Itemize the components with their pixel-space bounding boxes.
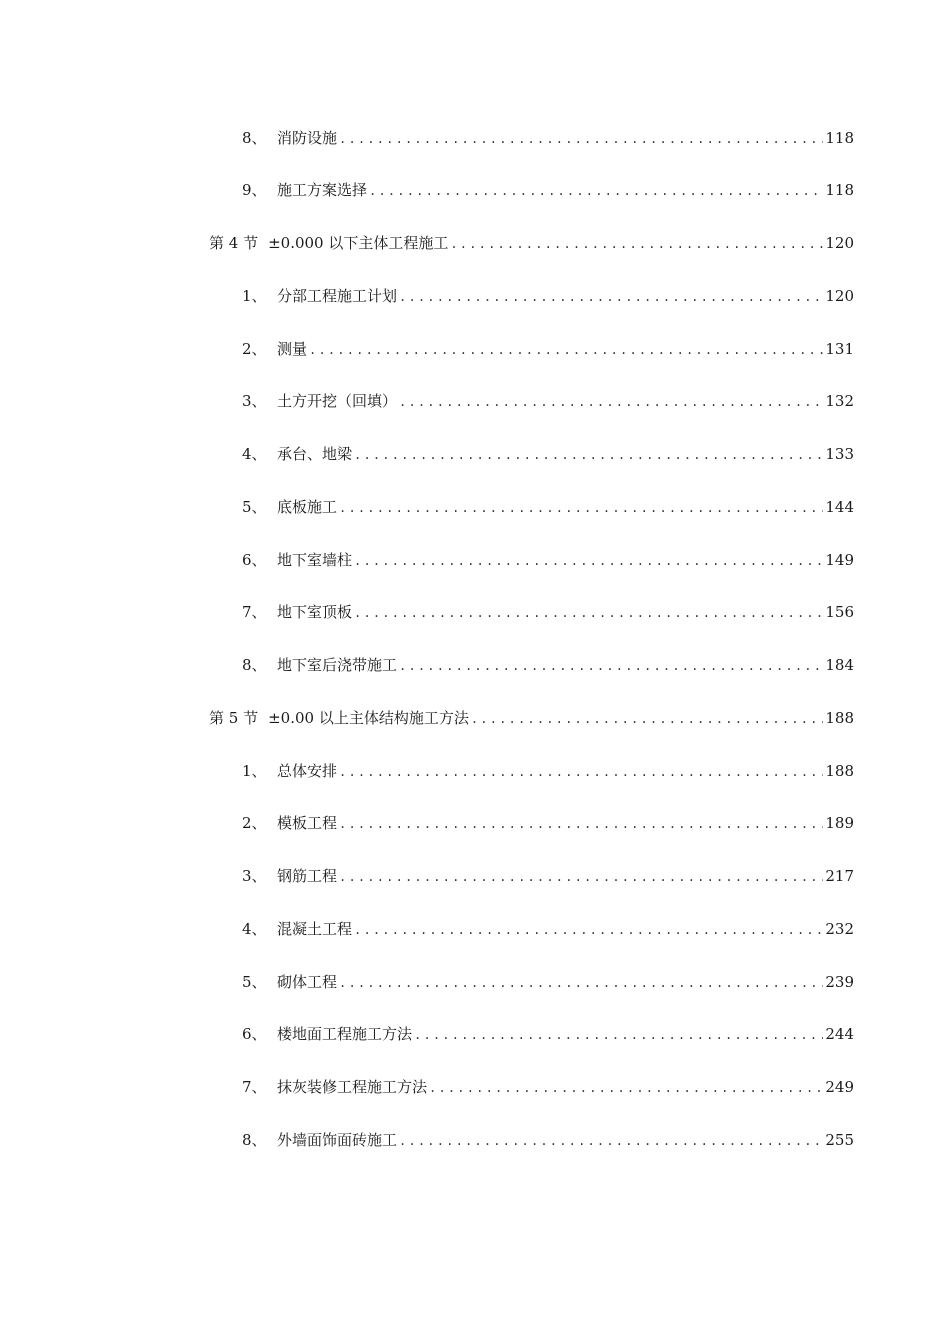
toc-entry-number: 3、 — [242, 392, 267, 410]
dot-leader — [339, 496, 823, 520]
dot-leader — [309, 338, 823, 362]
toc-entry-page: 249 — [825, 1078, 854, 1096]
toc-entry-title: 承台、地梁 — [277, 445, 353, 463]
toc-entry-title: 楼地面工程施工方法 — [277, 1025, 413, 1043]
toc-entry-page: 244 — [825, 1025, 854, 1043]
toc-entry-title: 土方开挖（回填） — [277, 392, 398, 410]
toc-entry-number: 2、 — [242, 340, 267, 358]
toc-entry-concrete[interactable] — [242, 917, 854, 941]
toc-entry-number: 6、 — [242, 551, 267, 569]
dot-leader — [399, 390, 823, 414]
toc-entry-number: 4、 — [242, 445, 267, 463]
toc-entry-title: 抹灰装修工程施工方法 — [277, 1078, 428, 1096]
toc-entry-number: 7、 — [242, 1078, 267, 1096]
toc-entry-overall-arrangement[interactable] — [242, 759, 854, 783]
toc-entry-number: 7、 — [242, 603, 267, 621]
dot-leader — [339, 865, 823, 889]
toc-entry-page: 239 — [825, 973, 854, 991]
dot-leader — [471, 707, 824, 731]
toc-entry-page: 255 — [825, 1131, 854, 1149]
toc-entry-title: 地下室后浇带施工 — [277, 656, 398, 674]
toc-entry-page: 132 — [825, 392, 854, 410]
toc-section-4[interactable] — [209, 231, 854, 255]
toc-entry-page: 184 — [825, 656, 854, 674]
toc-entry-page: 149 — [825, 551, 854, 569]
toc-entry-page: 118 — [825, 129, 854, 147]
toc-entry-title: 砌体工程 — [277, 973, 338, 991]
dot-leader — [354, 918, 823, 942]
toc-entry-title: 钢筋工程 — [277, 867, 338, 885]
toc-entry-exterior-tile[interactable] — [242, 1128, 854, 1152]
toc-entry-construction-plan[interactable] — [242, 178, 854, 202]
toc-entry-number: 2、 — [242, 814, 267, 832]
dot-leader — [354, 443, 823, 467]
toc-entry-number: 5、 — [242, 973, 267, 991]
toc-entry-page: 156 — [825, 603, 854, 621]
dot-leader — [399, 285, 823, 309]
toc-entry-plastering[interactable] — [242, 1075, 854, 1099]
toc-entry-number: 1、 — [242, 762, 267, 780]
toc-section-title: ±0.000 以下主体工程施工 — [268, 234, 449, 252]
dot-leader — [354, 601, 823, 625]
toc-entry-masonry[interactable] — [242, 970, 854, 994]
toc-entry-flooring[interactable] — [242, 1022, 854, 1046]
toc-entry-formwork[interactable] — [242, 811, 854, 835]
toc-entry-page: 189 — [825, 814, 854, 832]
toc-entry-survey[interactable] — [242, 337, 854, 361]
toc-entry-number: 8、 — [242, 656, 267, 674]
toc-entry-number: 1、 — [242, 287, 267, 305]
toc-section-title: ±0.00 以上主体结构施工方法 — [268, 709, 469, 727]
toc-section-5[interactable] — [209, 706, 854, 730]
toc-entry-number: 8、 — [242, 1131, 267, 1149]
toc-section-label: 第 4 节 — [209, 234, 259, 252]
dot-leader — [369, 179, 823, 203]
toc-entry-basement-roof[interactable] — [242, 600, 854, 624]
toc-entry-fire-facilities[interactable] — [242, 126, 854, 150]
toc-entry-base-slab[interactable] — [242, 495, 854, 519]
toc-entry-number: 6、 — [242, 1025, 267, 1043]
toc-entry-number: 8、 — [242, 129, 267, 147]
toc-entry-page: 144 — [825, 498, 854, 516]
dot-leader — [339, 971, 823, 995]
toc-entry-title: 分部工程施工计划 — [277, 287, 398, 305]
toc-entry-page: 188 — [825, 762, 854, 780]
dot-leader — [339, 127, 823, 151]
toc-entry-number: 9、 — [242, 181, 267, 199]
toc-entry-post-pour-strip[interactable] — [242, 653, 854, 677]
toc-entry-title: 外墙面饰面砖施工 — [277, 1131, 398, 1149]
dot-leader — [339, 760, 823, 784]
toc-entry-title: 总体安排 — [277, 762, 338, 780]
toc-entry-title: 测量 — [277, 340, 308, 358]
toc-entry-title: 地下室顶板 — [277, 603, 353, 621]
toc-entry-pile-cap-beam[interactable] — [242, 442, 854, 466]
toc-entry-basement-walls[interactable] — [242, 548, 854, 572]
toc-entry-excavation[interactable] — [242, 389, 854, 413]
dot-leader — [339, 812, 823, 836]
toc-entry-page: 232 — [825, 920, 854, 938]
toc-entry-title: 施工方案选择 — [277, 181, 368, 199]
toc-entry-page: 118 — [825, 181, 854, 199]
toc-entry-page: 131 — [825, 340, 854, 358]
toc-entry-number: 4、 — [242, 920, 267, 938]
toc-entry-number: 3、 — [242, 867, 267, 885]
toc-entry-title: 消防设施 — [277, 129, 338, 147]
toc-entry-rebar[interactable] — [242, 864, 854, 888]
toc-entry-title: 模板工程 — [277, 814, 338, 832]
toc-entry-number: 5、 — [242, 498, 267, 516]
dot-leader — [429, 1076, 823, 1100]
toc-entry-title: 底板施工 — [277, 498, 338, 516]
toc-entry-page: 120 — [825, 234, 854, 252]
toc-section-label: 第 5 节 — [209, 709, 259, 727]
dot-leader — [399, 654, 823, 678]
dot-leader — [450, 232, 823, 256]
dot-leader — [399, 1129, 823, 1153]
toc-entry-page: 120 — [825, 287, 854, 305]
toc-entry-sub-works-plan[interactable] — [242, 284, 854, 308]
toc-entry-title: 地下室墙柱 — [277, 551, 353, 569]
toc-entry-title: 混凝土工程 — [277, 920, 353, 938]
toc-entry-page: 133 — [825, 445, 854, 463]
toc-entry-page: 217 — [825, 867, 854, 885]
dot-leader — [414, 1023, 823, 1047]
toc-entry-page: 188 — [825, 709, 854, 727]
dot-leader — [354, 549, 823, 573]
